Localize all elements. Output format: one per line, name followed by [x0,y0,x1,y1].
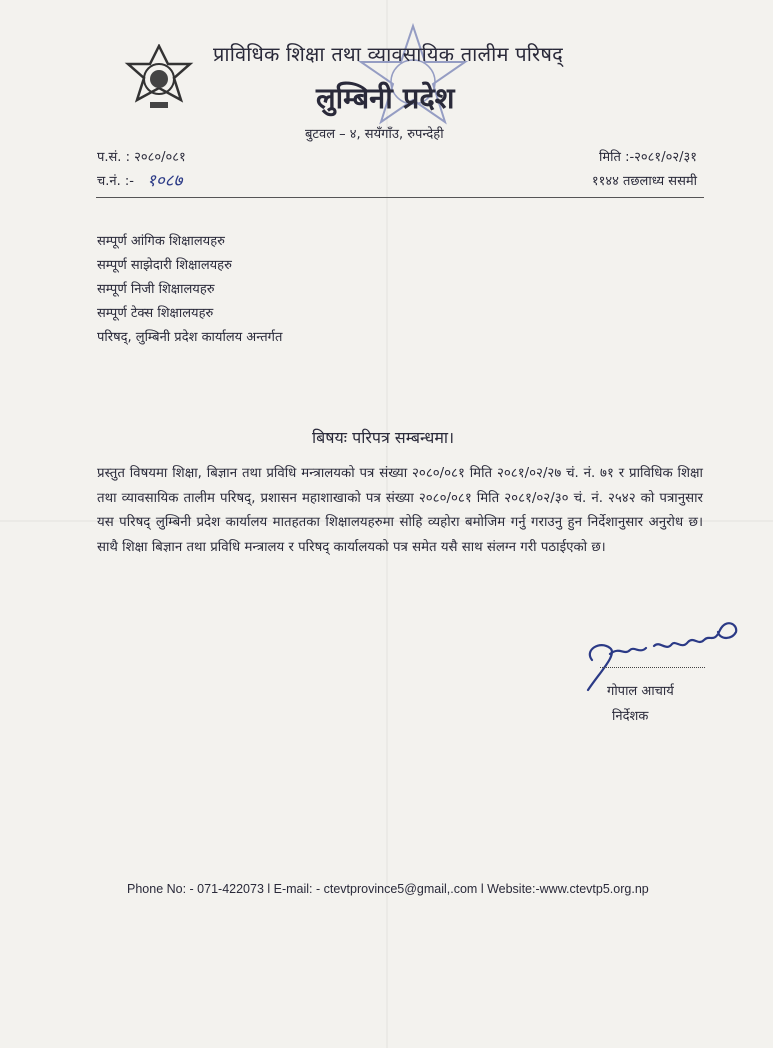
letter-body: प्रस्तुत विषयमा शिक्षा, बिज्ञान तथा प्रविधि मन्त्रालयको पत्र संख्या २०८०/०८१ मिति २०८१/०२/२७ चं. नं. ७१ र प्राविधिक शिक्षा तथा व्यावसायिक तालीम परिषद्, प्रशासन महाशाखाको पत्र संख्या २०८०/०८१ मिति २०८१/०२/३० चं. नं. २५४२ को पत्रानुसार यस परिषद् लुम्बिनी प्रदेश कार्यालय मातहतका शिक्षालयहरुमा सोहि व्यहोरा बमोजिम गर्नु गराउनु हुन निर्देशानुसार अनुरोध छ। साथै शिक्षा बिज्ञान तथा प्रविधि मन्त्रालय र परिषद् कार्यालयको पत्र समेत यसै साथ संलग्न गरी पठाईएको छ। [97,466,703,555]
letter-date: मिति :-२०८१/०२/३१ [599,150,697,165]
organization-name: प्राविधिक शिक्षा तथा व्यावसायिक तालीम परिषद् [213,42,563,66]
letter-date-secondary: ११४४ तछलाध्य ससमी [591,174,697,189]
recipient-item: परिषद्, लुम्बिनी प्रदेश कार्यालय अन्तर्गत [97,330,283,345]
dispatch-number-label: च.नं. :- [97,174,134,189]
header-divider [96,197,704,198]
recipient-item: सम्पूर्ण आंगिक शिक्षालयहरु [97,234,225,249]
contact-footer: Phone No: - 071-422073 l E-mail: - ctevtprovince5@gmail,.com l Website:-www.ctevtp5.org.np [127,882,649,896]
recipient-item: सम्पूर्ण साझेदारी शिक्षालयहरु [97,258,232,273]
ctevt-star-emblem-icon [124,44,194,116]
province-name: लुम्बिनी प्रदेश [316,81,455,115]
office-address: बुटवल – ४, सयँगाँउ, रुपन्देही [305,127,444,142]
letter-reference-number: प.सं. : २०८०/०८१ [97,150,186,165]
recipient-item: सम्पूर्ण निजी शिक्षालयहरु [97,282,215,297]
signature-line [600,667,705,668]
recipient-list [97,230,282,350]
signatory-title: निर्देशक [612,709,649,724]
signatory-name: गोपाल आचार्य [607,684,674,699]
letter-subject: बिषयः परिपत्र सम्बन्धमा। [312,428,455,447]
recipient-item: सम्पूर्ण टेक्स शिक्षालयहरु [97,306,214,321]
dispatch-number-handwritten: १०८७ [147,171,183,191]
